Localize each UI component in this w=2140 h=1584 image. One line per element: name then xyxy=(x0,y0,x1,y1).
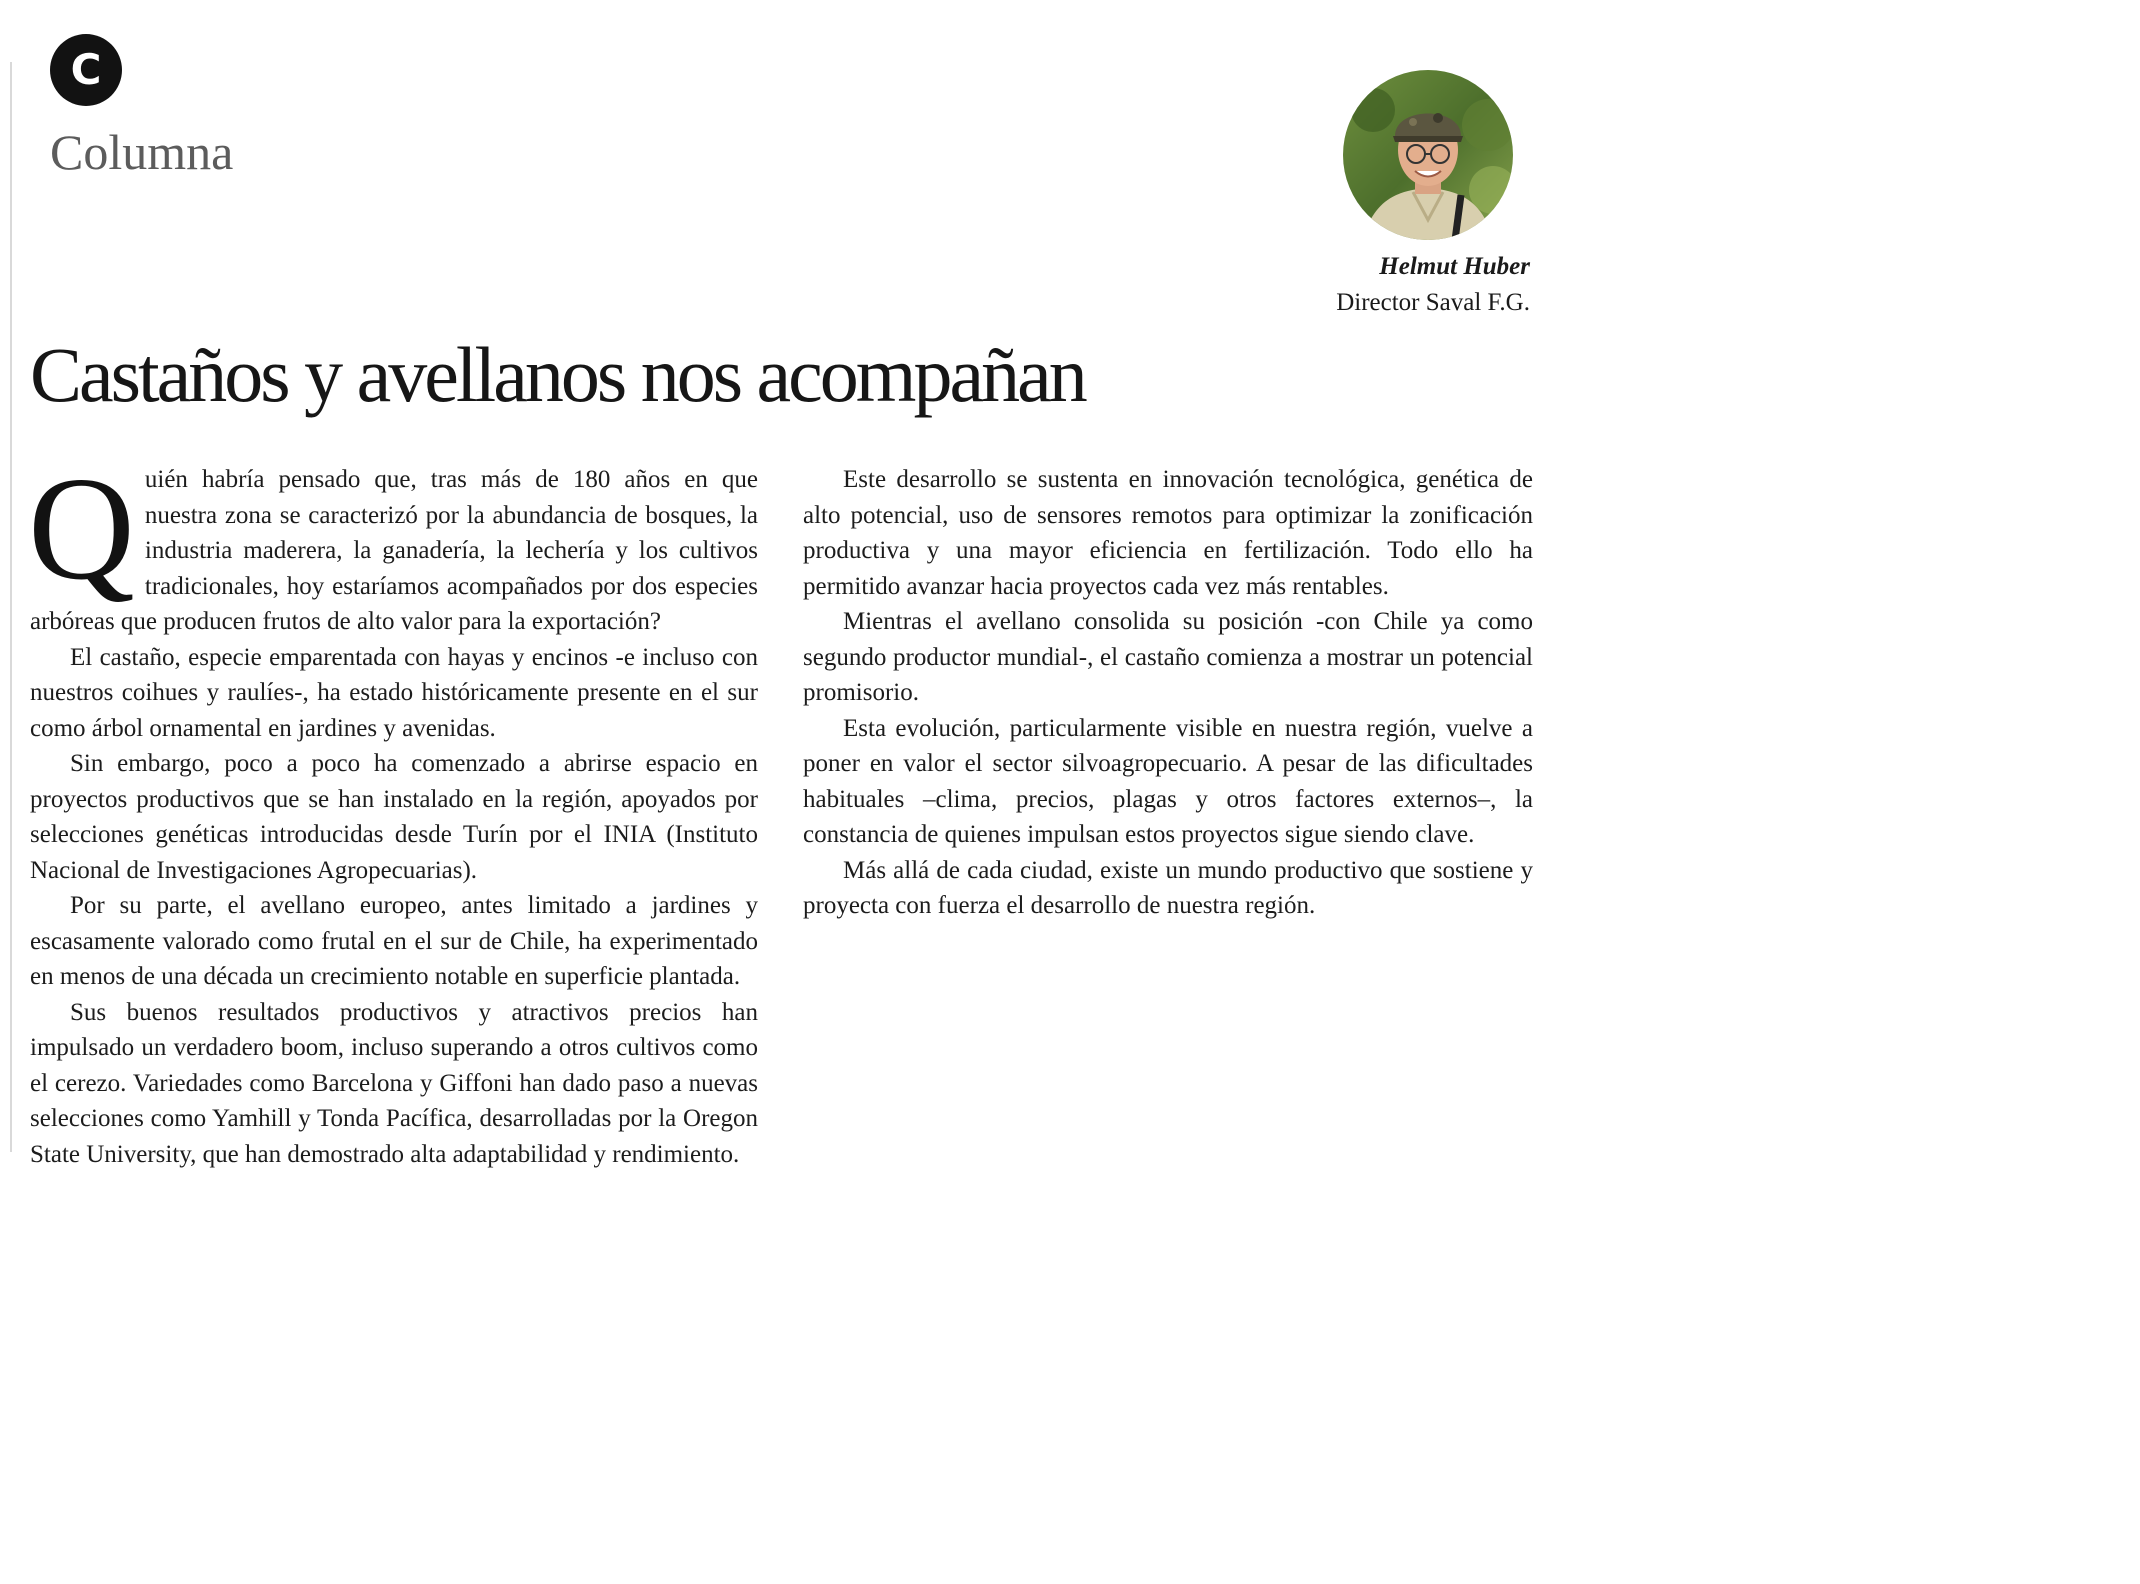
article-headline: Castaños y avellanos nos acompañan xyxy=(30,331,1085,418)
author-photo xyxy=(1343,70,1513,240)
article-paragraph: Quién habría pensado que, tras más de 180 años en que nuestra zona se caracterizó por la abundancia de bosques, la industria maderera, la ganadería, la lechería y los cultivos tradicionales, hoy estaríamos acompañados por dos especies arbóreas que producen frutos de alto valor para la exportación? xyxy=(28,447,758,635)
article-paragraph: Mientras el avellano consolida su posición -con Chile ya como segundo productor mundial-, el castaño comienza a mostrar un potencial promisorio. xyxy=(803,608,1533,706)
page-margin-rule xyxy=(10,62,12,1152)
drop-cap: Q xyxy=(28,447,135,611)
author-name: Helmut Huber xyxy=(1379,253,1530,280)
article-paragraph: Esta evolución, particularmente visible en nuestra región, vuelve a poner en valor el sector silvoagropecuario. A pesar de las dificultades habituales –clima, precios, plagas y otros factores externos–, la constancia de quienes impulsan estos proyectos sigue siendo clave. xyxy=(803,714,1533,848)
article-paragraph: El castaño, especie emparentada con hayas y encinos -e incluso con nuestros coihues y raulíes-, ha estado históricamente presente en el sur como árbol ornamental en jardines y avenidas. xyxy=(30,643,758,742)
article-column-left xyxy=(28,447,758,1172)
article-paragraph: Por su parte, el avellano europeo, antes limitado a jardines y escasamente valorado como frutal en el sur de Chile, ha experimentado en menos de una década un crecimiento notable en superficie plantada. xyxy=(30,892,758,990)
article-paragraph: Este desarrollo se sustenta en innovación tecnológica, genética de alto potencial, uso de sensores remotos para optimizar la zonificación productiva y una mayor eficiencia en fertilización. Todo ello ha permitido avanzar hacia proyectos cada vez más rentables. xyxy=(803,466,1533,600)
article-paragraph: Sin embargo, poco a poco ha comenzado a abrirse espacio en proyectos productivos que se han instalado en la región, apoyados por selecciones genéticas introducidas desde Turín por el INIA (Instituto Nacional de Investigaciones Agropecuarias). xyxy=(30,750,758,884)
author-role: Director Saval F.G. xyxy=(1336,289,1530,316)
article-paragraph: Sus buenos resultados productivos y atractivos precios han impulsado un verdadero boom, incluso superando a otros cultivos como el cerezo. Variedades como Barcelona y Giffoni han dado paso a nuevas selecciones como Yamhill y Tonda Pacífica, desarrolladas por la Oregon State University, que han demostrado alta adaptabilidad y rendimiento. xyxy=(30,998,758,1168)
article-column-right xyxy=(803,462,1533,924)
article-paragraph: Más allá de cada ciudad, existe un mundo productivo que sostiene y proyecta con fuerza el desarrollo de nuestra región. xyxy=(803,856,1533,919)
section-badge: C xyxy=(50,34,122,106)
section-label: Columna xyxy=(50,124,234,180)
